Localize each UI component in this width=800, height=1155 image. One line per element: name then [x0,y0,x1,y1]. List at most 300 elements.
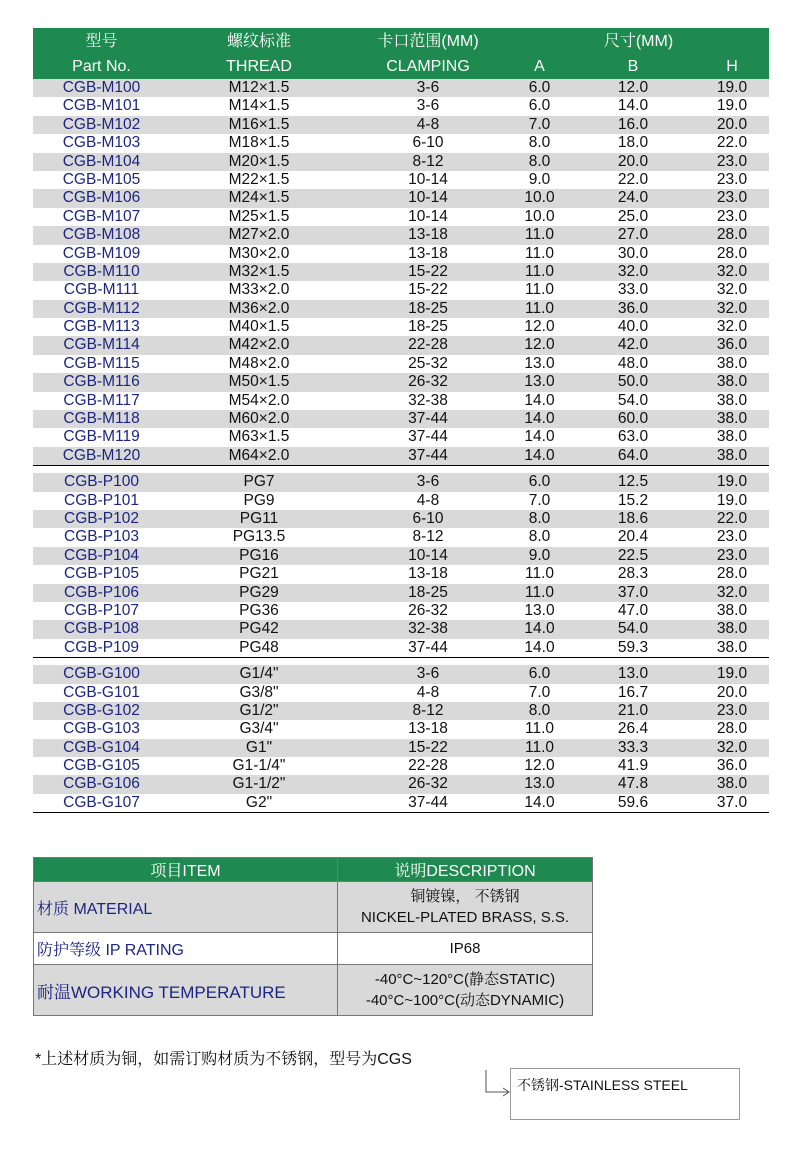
dim-a-cell: 13.0 [524,354,555,372]
table-row [33,355,769,373]
table-row [33,336,769,354]
dim-a-cell: 14.0 [524,410,555,428]
dim-h-cell: 32.0 [716,262,748,280]
thread-cell: PG21 [239,565,279,583]
clamping-cell: 32-38 [408,620,448,638]
part-no-cell: CGB-M118 [63,410,140,428]
clamping-cell: 8-12 [412,528,444,546]
dim-h-cell: 37.0 [716,793,748,811]
thread-cell: G2" [245,793,273,811]
dim-b-cell: 22.0 [617,170,649,188]
clamping-cell: 15-22 [408,281,448,299]
clamping-cell: 37-44 [408,446,448,464]
ip-label: 防护等级 IP RATING [34,933,338,965]
dim-b-cell: 37.0 [617,583,649,601]
dim-h-cell: 36.0 [716,336,748,354]
clamping-cell: 6-10 [412,134,444,152]
thread-cell: M24×1.5 [228,189,290,207]
thread-cell: PG11 [239,509,279,527]
clamping-cell: 13-18 [408,720,448,738]
dim-b-cell: 59.3 [617,638,649,656]
thread-cell: M18×1.5 [228,134,290,152]
dim-a-cell: 6.0 [528,473,551,491]
table-row [33,79,769,97]
clamping-cell: 8-12 [412,701,444,719]
table-row [33,428,769,446]
dim-h-cell: 38.0 [716,391,748,409]
thread-cell: PG7 [243,473,275,491]
clamping-cell: 26-32 [408,601,448,619]
part-no-cell: CGB-M104 [62,152,141,170]
part-no-cell: CGB-M107 [62,207,141,225]
dim-h-cell: 38.0 [716,620,748,638]
clamping-cell: 10-14 [408,170,448,188]
clamping-cell: 18-25 [408,318,448,336]
dim-b-cell: 16.7 [617,683,649,701]
dim-a-cell: 11.0 [524,565,555,583]
temperature-dynamic: -40°C~100°C(动态DYNAMIC) [365,992,565,1009]
thread-cell: M50×1.5 [228,373,290,391]
thread-cell: G1-1/2" [232,775,286,793]
part-no-cell: CGB-M112 [63,299,140,317]
dim-a-cell: 12.0 [524,318,555,336]
dim-a-cell: 11.0 [524,583,555,601]
dim-h-cell: 32.0 [716,281,748,299]
part-no-cell: CGB-P100 [64,473,139,491]
spec-table [33,28,769,813]
part-no-cell: CGB-M116 [63,373,140,391]
dim-b-cell: 59.6 [617,793,649,811]
header-b: B [627,58,639,75]
header-size-cn: 尺寸(MM) [603,33,674,50]
dim-h-cell: 22.0 [716,509,748,527]
dim-a-cell: 13.0 [524,775,555,793]
clamping-cell: 18-25 [408,583,448,601]
dim-a-cell: 8.0 [528,701,551,719]
dim-b-cell: 21.0 [617,701,649,719]
material-row [34,882,593,933]
dim-a-cell: 11.0 [524,299,555,317]
description-header: 说明DESCRIPTION [338,858,593,882]
table-row [33,245,769,263]
stainless-note-box [510,1068,740,1120]
dim-a-cell: 10.0 [524,207,555,225]
dim-a-cell: 11.0 [524,262,555,280]
table-row [33,392,769,410]
part-no-cell: CGB-P105 [64,565,139,583]
temperature-value [338,965,593,1016]
part-no-cell: CGB-M108 [62,226,141,244]
thread-cell: M42×2.0 [228,336,290,354]
thread-cell: G1/2" [239,701,279,719]
thread-cell: M32×1.5 [228,262,290,280]
table-row [33,492,769,510]
dim-a-cell: 11.0 [524,281,555,299]
part-no-cell: CGB-G102 [63,701,140,719]
table-row [33,602,769,620]
thread-cell: PG29 [239,583,279,601]
thread-cell: G1-1/4" [232,757,286,775]
dim-a-cell: 12.0 [524,336,555,354]
dim-b-cell: 25.0 [617,207,649,225]
part-no-cell: CGB-G107 [63,793,140,811]
group-gap [33,658,769,665]
dim-a-cell: 6.0 [528,97,551,115]
dim-b-cell: 42.0 [617,336,649,354]
clamping-cell: 13-18 [408,226,448,244]
dim-a-cell: 14.0 [524,428,555,446]
stainless-note: 不锈钢-STAINLESS STEEL [517,1077,688,1093]
dim-a-cell: 14.0 [524,793,555,811]
thread-cell: PG9 [243,491,275,509]
clamping-cell: 15-22 [408,738,448,756]
clamping-cell: 10-14 [408,189,448,207]
dim-a-cell: 10.0 [524,189,555,207]
clamping-cell: 18-25 [408,299,448,317]
clamping-cell: 13-18 [408,565,448,583]
dim-b-cell: 20.0 [617,152,649,170]
dim-a-cell: 7.0 [528,115,551,133]
clamping-cell: 37-44 [408,638,448,656]
part-no-cell: CGB-G103 [63,720,140,738]
clamping-cell: 4-8 [416,683,440,701]
dim-b-cell: 20.4 [617,528,649,546]
table-row [33,134,769,152]
part-no-cell: CGB-M115 [63,354,140,372]
clamping-cell: 10-14 [408,546,448,564]
dim-b-cell: 12.5 [617,473,649,491]
thread-cell: M64×2.0 [228,446,290,464]
thread-cell: M25×1.5 [228,207,290,225]
dim-b-cell: 41.9 [617,757,649,775]
table-row [33,794,769,812]
dim-h-cell: 20.0 [716,115,748,133]
part-no-cell: CGB-P106 [64,583,139,601]
header-a: A [534,58,545,75]
dim-h-cell: 23.0 [716,528,748,546]
thread-cell: PG36 [239,601,279,619]
part-no-cell: CGB-G101 [63,683,140,701]
table-row [33,300,769,318]
dim-b-cell: 27.0 [617,226,649,244]
table-row [33,373,769,391]
part-no-cell: CGB-G100 [63,665,140,683]
row-group [33,79,769,466]
thread-cell: M27×2.0 [228,226,290,244]
dim-h-cell: 23.0 [716,207,748,225]
part-no-cell: CGB-M111 [63,281,140,299]
dim-h-cell: 32.0 [716,318,748,336]
clamping-cell: 22-28 [408,757,448,775]
dim-h-cell: 20.0 [716,683,748,701]
clamping-cell: 22-28 [408,336,448,354]
part-no-cell: CGB-G105 [63,757,140,775]
clamping-cell: 26-32 [408,373,448,391]
dim-b-cell: 48.0 [617,354,649,372]
dim-b-cell: 30.0 [617,244,649,262]
table-row [33,226,769,244]
dim-h-cell: 23.0 [716,546,748,564]
part-no-cell: CGB-M120 [62,446,141,464]
clamping-cell: 13-18 [408,244,448,262]
thread-cell: PG48 [239,638,279,656]
dim-a-cell: 11.0 [524,720,555,738]
description-header-row [34,858,593,882]
thread-cell: M20×1.5 [228,152,290,170]
clamping-cell: 32-38 [408,391,448,409]
ip-value: IP68 [338,933,593,965]
dim-b-cell: 47.0 [617,601,649,619]
dim-h-cell: 19.0 [716,473,748,491]
dim-h-cell: 38.0 [716,775,748,793]
description-table [33,857,593,1016]
dim-h-cell: 38.0 [716,410,748,428]
clamping-cell: 10-14 [408,207,448,225]
part-no-cell: CGB-M101 [62,97,141,115]
part-no-cell: CGB-P109 [64,638,139,656]
clamping-cell: 26-32 [408,775,448,793]
thread-cell: G3/8" [239,683,279,701]
clamping-cell: 8-12 [412,152,444,170]
dim-a-cell: 11.0 [524,244,555,262]
table-row [33,775,769,793]
header-thread-en: THREAD [226,58,292,75]
dim-a-cell: 13.0 [524,373,555,391]
dim-a-cell: 9.0 [528,546,551,564]
dim-a-cell: 8.0 [528,509,551,527]
part-no-cell: CGB-G106 [63,775,140,793]
dim-a-cell: 14.0 [524,446,555,464]
part-no-cell: CGB-M117 [63,391,140,409]
thread-cell: M22×1.5 [228,170,290,188]
dim-a-cell: 8.0 [528,528,551,546]
dim-b-cell: 60.0 [617,410,649,428]
thread-cell: M30×2.0 [228,244,290,262]
header-part-cn: 型号 [85,33,118,50]
table-row [33,97,769,115]
part-no-cell: CGB-M105 [62,170,141,188]
thread-cell: M14×1.5 [228,97,290,115]
dim-b-cell: 50.0 [617,373,649,391]
thread-cell: M40×1.5 [228,318,290,336]
part-no-cell: CGB-M119 [63,428,140,446]
part-no-cell: CGB-M106 [62,189,141,207]
dim-b-cell: 18.6 [617,509,649,527]
clamping-cell: 15-22 [408,262,448,280]
dim-h-cell: 38.0 [716,638,748,656]
thread-cell: G1" [245,738,273,756]
dim-h-cell: 38.0 [716,428,748,446]
dim-h-cell: 23.0 [716,701,748,719]
row-group [33,473,769,658]
thread-cell: G3/4" [239,720,279,738]
thread-cell: M48×2.0 [228,354,290,372]
dim-a-cell: 13.0 [524,601,555,619]
material-value-cn: 铜镀镍， 不锈钢 [410,888,520,905]
dim-a-cell: 12.0 [524,757,555,775]
part-no-cell: CGB-P102 [64,509,139,527]
table-row [33,720,769,738]
thread-cell: M36×2.0 [228,299,290,317]
spec-table-header [33,28,769,79]
dim-b-cell: 26.4 [617,720,649,738]
thread-cell: M63×1.5 [228,428,290,446]
part-no-cell: CGB-M103 [62,134,141,152]
table-row [33,281,769,299]
dim-a-cell: 7.0 [528,491,551,509]
table-row [33,171,769,189]
part-no-cell: CGB-P103 [64,528,139,546]
part-no-cell: CGB-M114 [63,336,140,354]
table-row [33,263,769,281]
dim-b-cell: 14.0 [617,97,649,115]
part-no-cell: CGB-P104 [64,546,139,564]
clamping-cell: 25-32 [408,354,448,372]
table-row [33,447,769,465]
table-row [33,116,769,134]
dim-h-cell: 23.0 [716,189,748,207]
part-no-cell: CGB-G104 [63,738,140,756]
thread-cell: M16×1.5 [228,115,290,133]
dim-h-cell: 19.0 [716,665,748,683]
dim-h-cell: 19.0 [716,79,748,96]
table-row [33,565,769,583]
dim-b-cell: 40.0 [617,318,649,336]
dim-h-cell: 28.0 [716,226,748,244]
dim-h-cell: 36.0 [716,757,748,775]
table-row [33,189,769,207]
dim-h-cell: 28.0 [716,244,748,262]
dim-b-cell: 22.5 [617,546,649,564]
dim-b-cell: 64.0 [617,446,649,464]
table-row [33,702,769,720]
dim-b-cell: 24.0 [617,189,649,207]
temperature-label: 耐温WORKING TEMPERATURE [34,965,338,1016]
table-row [33,318,769,336]
dim-h-cell: 23.0 [716,152,748,170]
thread-cell: PG16 [239,546,279,564]
clamping-cell: 37-44 [408,428,448,446]
header-h: H [726,58,738,75]
dim-a-cell: 11.0 [524,226,555,244]
dim-a-cell: 6.0 [528,79,551,96]
dim-b-cell: 16.0 [617,115,649,133]
part-no-cell: CGB-P108 [64,620,139,638]
header-clamp-en: CLAMPING [386,58,470,75]
dim-b-cell: 15.2 [617,491,649,509]
table-row [33,639,769,657]
dim-b-cell: 54.0 [617,620,649,638]
dim-a-cell: 7.0 [528,683,551,701]
part-no-cell: CGB-M113 [63,318,140,336]
dim-b-cell: 32.0 [617,262,649,280]
dim-b-cell: 47.8 [617,775,649,793]
dim-b-cell: 54.0 [617,391,649,409]
clamping-cell: 3-6 [416,79,440,96]
thread-cell: M60×2.0 [228,410,290,428]
table-row [33,410,769,428]
dim-h-cell: 38.0 [716,354,748,372]
temperature-static: -40°C~120°C(静态STATIC) [374,971,556,988]
header-clamp-cn: 卡口范围(MM) [377,33,479,50]
clamping-cell: 37-44 [408,793,448,811]
dim-h-cell: 28.0 [716,720,748,738]
dim-h-cell: 38.0 [716,373,748,391]
part-no-cell: CGB-M102 [62,115,141,133]
table-row [33,528,769,546]
dim-b-cell: 33.3 [617,738,649,756]
thread-cell: M33×2.0 [228,281,290,299]
dim-a-cell: 11.0 [524,738,555,756]
dim-b-cell: 28.3 [617,565,649,583]
thread-cell: PG42 [239,620,279,638]
clamping-cell: 4-8 [416,115,440,133]
dim-h-cell: 22.0 [716,134,748,152]
table-row [33,739,769,757]
dim-h-cell: 19.0 [716,97,748,115]
group-gap [33,466,769,473]
dim-h-cell: 19.0 [716,491,748,509]
dim-b-cell: 63.0 [617,428,649,446]
dim-a-cell: 8.0 [528,134,551,152]
dim-a-cell: 6.0 [528,665,551,683]
clamping-cell: 3-6 [416,97,440,115]
dim-h-cell: 32.0 [716,299,748,317]
dim-h-cell: 28.0 [716,565,748,583]
dim-b-cell: 18.0 [617,134,649,152]
dim-b-cell: 36.0 [617,299,649,317]
temperature-row [34,965,593,1016]
table-row [33,510,769,528]
table-row [33,473,769,491]
table-row [33,665,769,683]
table-row [33,584,769,602]
dim-h-cell: 23.0 [716,170,748,188]
item-header: 项目ITEM [34,858,338,882]
table-row [33,684,769,702]
spec-table-body [33,79,769,813]
thread-cell: M12×1.5 [228,79,290,96]
part-no-cell: CGB-P107 [64,601,139,619]
dim-b-cell: 13.0 [617,665,649,683]
dim-h-cell: 38.0 [716,601,748,619]
part-no-cell: CGB-M100 [62,79,141,96]
clamping-cell: 37-44 [408,410,448,428]
table-row [33,208,769,226]
clamping-cell: 3-6 [416,665,440,683]
dim-h-cell: 38.0 [716,446,748,464]
material-value [338,882,593,933]
clamping-cell: 6-10 [412,509,444,527]
table-row [33,757,769,775]
ip-row [34,933,593,965]
material-note: *上述材质为铜，如需订购材质为不锈钢，型号为CGS [35,1051,412,1068]
header-part-en: Part No. [72,58,131,75]
clamping-cell: 4-8 [416,491,440,509]
dim-a-cell: 14.0 [524,391,555,409]
dim-h-cell: 32.0 [716,583,748,601]
dim-b-cell: 33.0 [617,281,649,299]
dim-a-cell: 14.0 [524,638,555,656]
header-thread-cn: 螺纹标准 [226,33,291,50]
part-no-cell: CGB-M110 [63,262,140,280]
thread-cell: G1/4" [239,665,279,683]
table-row [33,547,769,565]
material-label: 材质 MATERIAL [34,882,338,933]
part-no-cell: CGB-P101 [64,491,139,509]
table-row [33,620,769,638]
row-group [33,665,769,813]
